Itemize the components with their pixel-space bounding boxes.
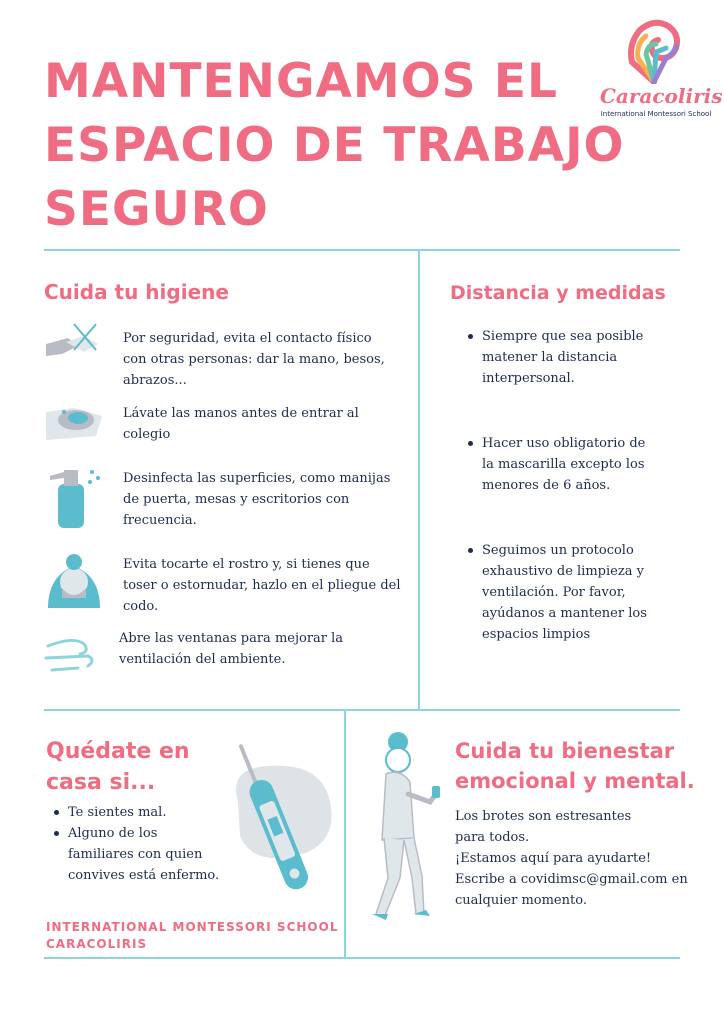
hygiene-heading: Cuida tu higiene bbox=[44, 280, 229, 304]
distance-heading: Distancia y medidas bbox=[450, 282, 666, 304]
spray-bottle-icon bbox=[44, 462, 104, 530]
hygiene-item-4-text: Evita tocarte el rostro y, si tienes que toser o estornudar, hazlo en el pliegue del codo. bbox=[123, 557, 401, 614]
distance-list bbox=[466, 326, 656, 645]
divider-bottom-vertical bbox=[344, 709, 346, 957]
logo-name: Caracoliris bbox=[600, 84, 723, 108]
wellbeing-heading-line-2: emocional y mental. bbox=[455, 769, 695, 793]
divider-top bbox=[44, 249, 680, 251]
wellbeing-text-line-1: Los brotes son estresantes bbox=[455, 809, 632, 824]
wellbeing-text-line-2: para todos. bbox=[455, 830, 530, 845]
wellbeing-text-line-3: ¡Estamos aquí para ayudarte! bbox=[455, 851, 652, 866]
distance-item-1: Siempre que sea posible matener la distancia interpersonal. bbox=[466, 326, 656, 389]
stay-home-heading-line-1: Quédate en bbox=[46, 739, 190, 764]
hand-washing-icon bbox=[44, 400, 106, 444]
distance-item-3: Seguimos un protocolo exhaustivo de limpieza y ventilación. Por favor, ayúdanos a mantener los espacios limpios bbox=[466, 540, 656, 645]
wellbeing-text-line-4: Escribe a covidimsc@gmail.com en bbox=[455, 872, 688, 887]
footer-line-2: CARACOLIRIS bbox=[46, 937, 148, 951]
footer bbox=[46, 919, 338, 953]
hygiene-item-2-text: Lávate las manos antes de entrar al colegio bbox=[123, 406, 359, 442]
thermometer-icon bbox=[218, 732, 338, 900]
hygiene-item-1-text: Por seguridad, evita el contacto físico con otras personas: dar la mano, besos, abrazos... bbox=[123, 331, 385, 388]
divider-middle-vertical bbox=[418, 249, 420, 709]
stay-home-heading-line-2: casa si... bbox=[46, 770, 156, 795]
school-logo bbox=[600, 18, 723, 128]
footer-line-1: INTERNATIONAL MONTESSORI SCHOOL bbox=[46, 920, 339, 934]
divider-bottom bbox=[44, 957, 680, 959]
stay-home-item-2: Alguno de los familiares con quien convives está enfermo. bbox=[52, 823, 222, 886]
stay-home-list bbox=[52, 802, 222, 886]
stay-home-item-1: Te sientes mal. bbox=[52, 802, 222, 823]
hygiene-item-3-text: Desinfecta las superficies, como manijas de puerta, mesas y escritorios con frecuencia. bbox=[123, 471, 391, 528]
no-handshake-icon bbox=[44, 322, 102, 368]
hygiene-item-5-text: Abre las ventanas para mejorar la ventilación del ambiente. bbox=[119, 631, 344, 667]
title-line-1: MANTENGAMOS EL bbox=[44, 54, 558, 109]
wellbeing-text-line-5: cualquier momento. bbox=[455, 893, 587, 908]
distance-item-2: Hacer uso obligatorio de la mascarilla excepto los menores de 6 años. bbox=[466, 433, 656, 496]
title-line-3: SEGURO bbox=[44, 182, 269, 237]
title-line-2: ESPACIO DE TRABAJO bbox=[44, 118, 625, 173]
wellbeing-heading bbox=[455, 736, 695, 796]
divider-middle bbox=[44, 709, 680, 711]
wellbeing-text bbox=[455, 806, 705, 911]
stay-home-heading bbox=[46, 736, 190, 798]
wellbeing-heading-line-1: Cuida tu bienestar bbox=[455, 739, 675, 763]
face-cough-icon bbox=[44, 552, 104, 610]
woman-with-phone-icon bbox=[360, 728, 446, 928]
seashell-logo-icon bbox=[626, 18, 682, 84]
logo-subtitle: International Montessori School bbox=[600, 110, 712, 118]
wind-icon bbox=[44, 630, 98, 680]
